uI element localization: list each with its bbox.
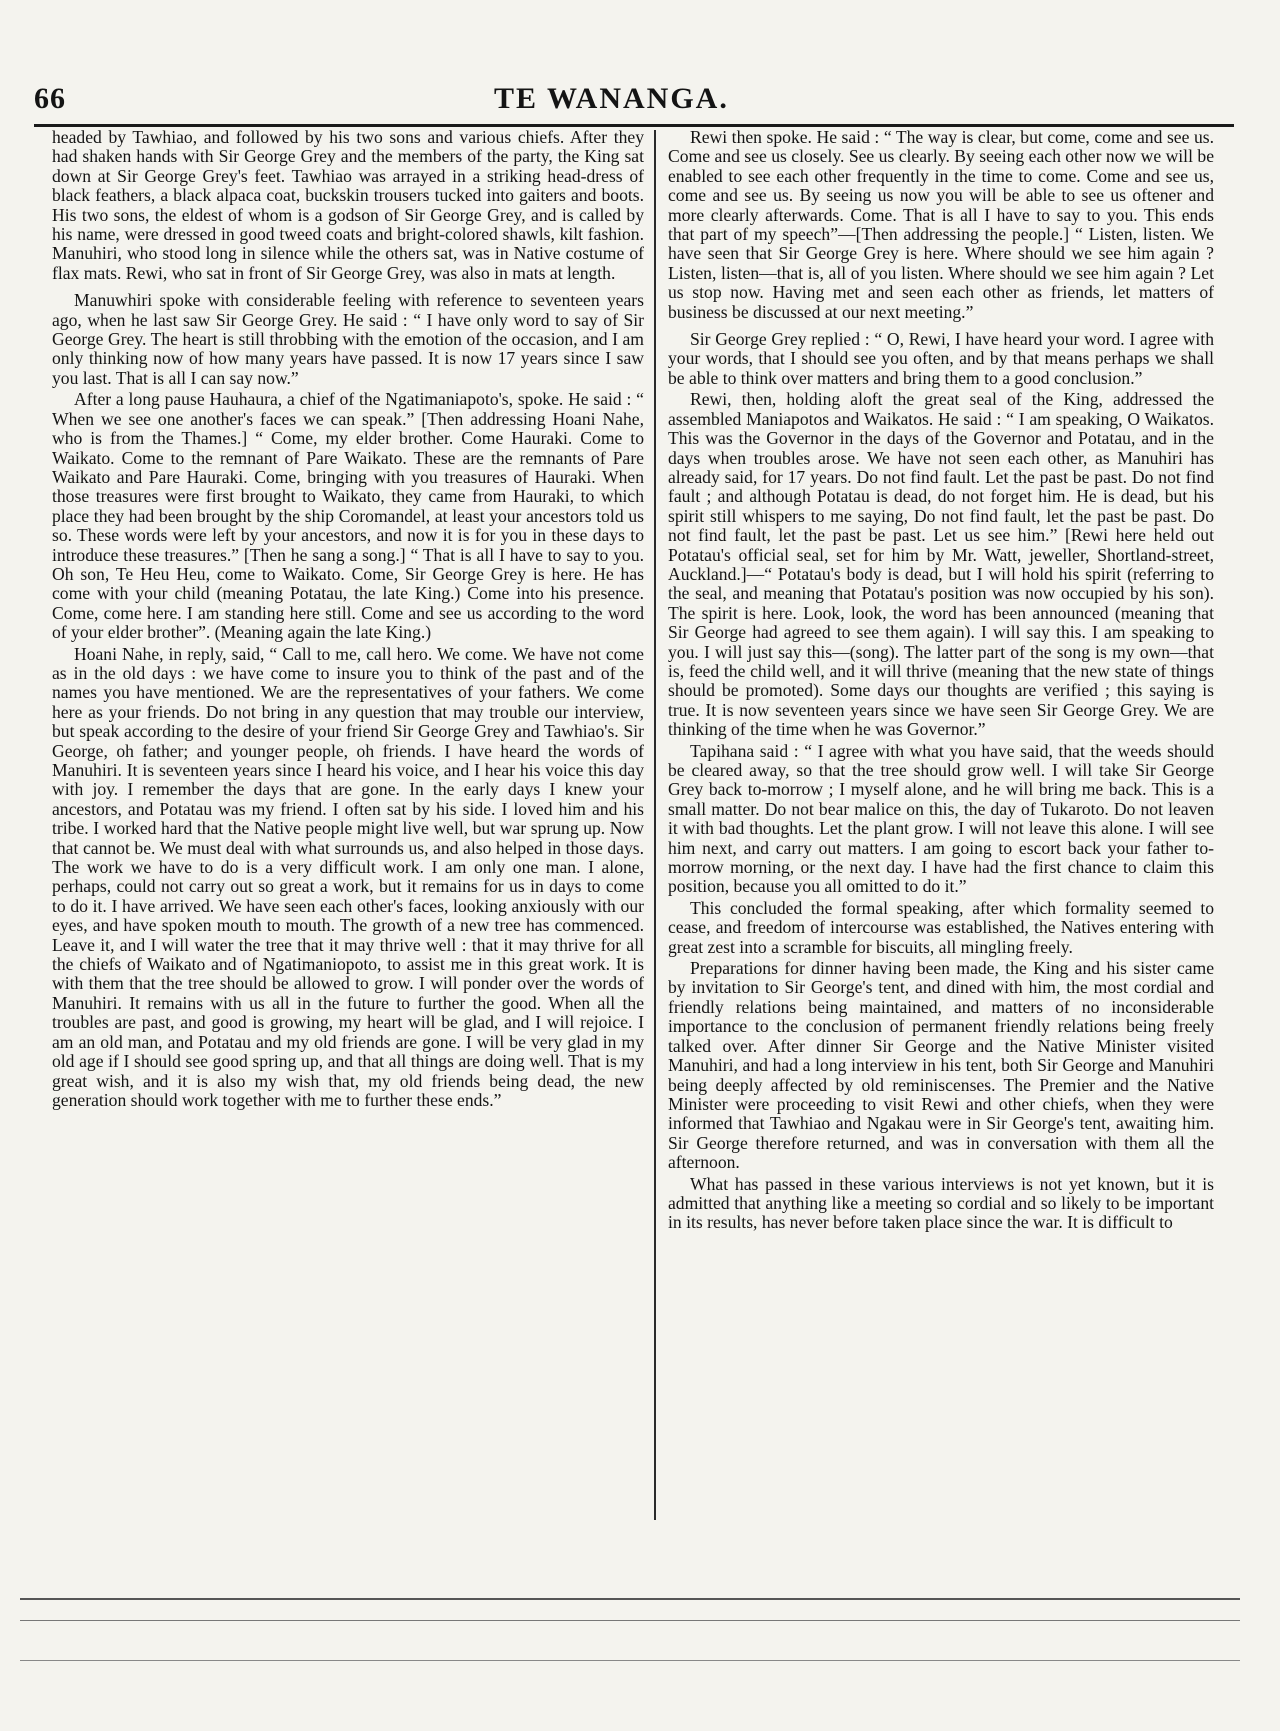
paragraph: This concluded the formal speaking, after which formality seemed to cease, and freedom of intercourse was established, the Natives entering with great zest into a scramble for biscuits, all mingling freely. [668,897,1214,957]
paragraph: Manuwhiri spoke with considerable feeling with reference to seventeen years ago, when he last saw Sir George Grey. He said : “ I have only word to say of Sir George Grey. The heart is still throbbing with the emotion of the occasion, and I am only thinking now of how many years have passed. It is now 17 years since I saw you last. That is all I can say now.” [52,290,644,388]
paragraph: headed by Tawhiao, and followed by his two sons and various chiefs. After they had shaken hands with Sir George Grey and the members of the party, the King sat down at Sir George Grey's feet. Tawhiao was arrayed in a striking head-dress of black feathers, a black alpaca coat, buckskin trousers tucked into gaiters and boots. His two sons, the eldest of whom is a godson of Sir George Grey, and is called by his name, were dressed in good tweed coats and bright-colored shawls, kilt fashion. Manuhiri, who stood long in silence while the others sat, was in Native costume of flax mats. Rewi, who sat in front of Sir George Grey, was also in mats at length. [52,127,644,283]
footer-rule [20,1598,1240,1600]
paragraph: Hoani Nahe, in reply, said, “ Call to me, call hero. We come. We have not come as in the old days : we have come to insure you to think of the past and of the names you have mentioned. We are the representatives of your fathers. We come here as your friends. Do not bring in any question that may trouble our interview, but speak according to the desire of your friend Sir George Grey and Tawhiao's. Sir George, oh father; and younger people, oh friends. I have heard the words of Manuhiri. It is seventeen years since I heard his voice, and I hear his voice this day with joy. I remember the days that are gone. In the early days I knew your ancestors, and Potatau was my friend. I often sat by his side. I loved him and his tribe. I worked hard that the Native people might live well, but war sprung up. Now that cannot be. We must deal with what surrounds us, and also helped in those days. The work we have to do is a very difficult work. I am only one man. I alone, perhaps, could not carry out so great a work, but it remains for us in days to come to do it. I have arrived. We have seen each other's faces, looking anxiously with our eyes, and have spoken mouth to mouth. The growth of a new tree has commenced. Leave it, and I will water the tree that it may thrive well : that it may thrive for all the chiefs of Waikato and of Ngatimaniopoto, to assist me in this great work. It is with them that the tree should be allowed to grow. I will ponder over the words of Manuhiri. It remains with us all in the future to further the good. When all the troubles are past, and good is growing, my heart will be glad, and I will rejoice. I am an old man, and Potatau and my old friends are gone. I will be very glad in my old age if I should see good spring up, and that all things are doing well. That is my great wish, and it is also my wish that, my old friends being dead, the new generation should work together with me to further these ends.” [52,643,644,1110]
newspaper-title: TE WANANGA. [494,82,729,115]
page-number: 66 [34,82,66,115]
page-header [34,78,1234,124]
paragraph: What has passed in these various interviews is not yet known, but it is admitted that anything like a meeting so cordial and so likely to be important in its results, has never before taken place since the war. It is difficult to [668,1173,1214,1233]
paragraph: Sir George Grey replied : “ O, Rewi, I have heard your word. I agree with your words, that I should see you often, and by that means perhaps we shall be able to think over matters and bring them to a good conclusion.” [668,329,1214,388]
paragraph: Tapihana said : “ I agree with what you have said, that the weeds should be cleared away, so that the tree should grow well. I will take Sir George Grey back to-morrow ; I myself alone, and he will bring me back. This is a small matter. Do not bear malice on this, the day of Tukaroto. Do not leaven it with bad thoughts. Let the plant grow. I will not leave this alone. I will see him next, and carry out matters. I am going to escort back your father to-morrow morning, or the next day. I have had the first chance to claim this position, because you all omitted to do it.” [668,740,1214,897]
footer-rule [20,1660,1240,1661]
left-column [52,128,644,1110]
paragraph: Preparations for dinner having been made, the King and his sister came by invitation to Sir George's tent, and dined with him, the most cordial and friendly relations being maintained, and matters of no inconsiderable importance to the conclusion of permanent friendly relations being freely talked over. After dinner Sir George and the Native Minister visited Manuhiri, and had a long interview in his tent, both Sir George and Manuhiri being deeply affected by old reminiscenses. The Premier and the Native Minister were proceeding to visit Rewi and other chiefs, when they were informed that Tawhiao and Ngakau were in Sir George's tent, awaiting him. Sir George therefore returned, and was in conversation with them all the afternoon. [668,958,1214,1173]
paragraph: Rewi, then, holding aloft the great seal of the King, addressed the assembled Maniapotos and Waikatos. He said : “ I am speaking, O Waikatos. This was the Governor in the days of the Governor and Potatau, and in the days when troubles arose. We have not seen each other, as Manuhiri has already said, for 17 years. Do not find fault. Let the past be past. Do not find fault ; and although Potatau is dead, do not forget him. He is dead, but his spirit still whispers to me saying, Do not find fault, let the past be past. Do not find fault, let the past be past. Let us see him.” [Rewi here held out Potatau's official seal, set for him by Mr. Watt, jeweller, Shortland-street, Auckland.]—“ Potatau's body is dead, but I will hold his spirit (referring to the seal, and meaning that Potatau's position was now occupied by his son). The spirit is here. Look, look, the word has been announced (meaning that Sir George had agreed to see them again). I will say this. I am speaking to you. I will just say this—(song). The latter part of the song is my own—that is, feed the child well, and it will thrive (meaning that the new state of things should be promoted). Some days our thoughts are verified ; this saying is true. It is now seventeen years since we have seen Sir George Grey. We are thinking of the time when he was Governor.” [668,389,1214,740]
footer-rule [20,1620,1240,1621]
paragraph: Rewi then spoke. He said : “ The way is clear, but come, come and see us. Come and see us closely. See us clearly. By seeing each other now we will be enabled to see each other frequently in the time to come. Come and see us, come and see us. By seeing us now you will be able to see us oftener and more clearly afterwards. Come. That is all I have to say to you. This ends that part of my speech”—[Then addressing the people.] “ Listen, listen. We have seen that Sir George Grey is here. Where should we see him again ? Listen, listen—that is, all of you listen. Where should we see him again ? Let us stop now. Having met and seen each other as friends, let matters of business be discussed at our next meeting.” [668,127,1214,322]
column-divider [654,130,656,1520]
paragraph: After a long pause Hauhaura, a chief of the Ngatimaniapoto's, spoke. He said : “ When we see one another's faces we can speak.” [Then addressing Hoani Nahe, who is from the Thames.] “ Come, my elder brother. Come Hauraki. Come to Waikato. Come to the remnant of Pare Waikato. These are the remnants of Pare Waikato and Pare Hauraki. Come, bringing with you treasures of Hauraki. When those treasures were first brought to Waikato, they came from Hauraki, to which place they had been brought by the ship Coromandel, at least your ancestors told us so. These words were left by your ancestors, and now it is for you in these days to introduce these treasures.” [Then he sang a song.] “ That is all I have to say to you. Oh son, Te Heu Heu, come to Waikato. Come, Sir George Grey is here. He has come with your child (meaning Potatau, the late King.) Come into his presence. Come, come here. I am standing here still. Come and see us according to the word of your elder brother”. (Meaning again the late King.) [52,389,644,643]
right-column [668,128,1214,1233]
